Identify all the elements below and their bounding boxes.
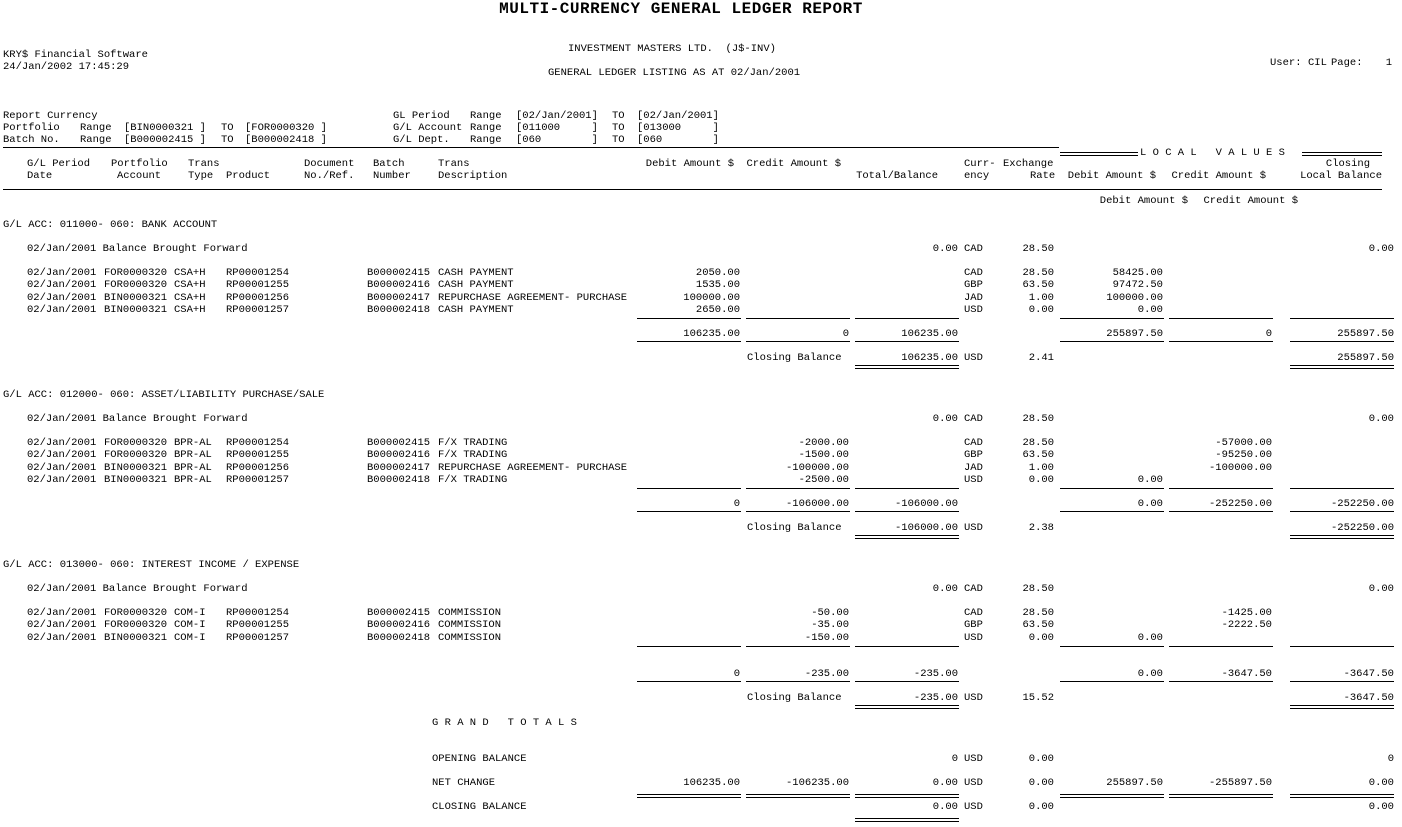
bf-total: 0.00 [932, 413, 958, 425]
subtotal-total: -106000.00 [894, 498, 958, 510]
table-row-debit: 100000.00 [683, 291, 740, 304]
batch-to: [B000002418 ] [245, 134, 327, 146]
page-label: Page: [1331, 57, 1363, 69]
table-row-product: RP00001254 [226, 607, 290, 619]
table-row-credit: -150.00 [804, 631, 849, 644]
table-row-ldebit: 97472.50 [1112, 279, 1163, 292]
table-row-batch: B000002418 [367, 304, 431, 317]
user-label: User: [1270, 57, 1302, 69]
subtotal-underline-debit [637, 341, 741, 342]
subtotal-debit: 106235.00 [683, 328, 740, 340]
net-change-rule-lcredit [1169, 794, 1273, 798]
table-row-rate: 1.00 [1028, 291, 1054, 304]
subtotal-lcredit: -3647.50 [1221, 668, 1272, 680]
gl-period-to-label: TO [612, 110, 625, 122]
table-row-curr: USD [964, 304, 983, 317]
col-gl-period: G/L Period [27, 158, 91, 170]
subtotal-underline-debit [637, 681, 741, 682]
col-sub-credit: Credit Amount $ [1203, 195, 1298, 207]
batch-label: Batch No. [3, 134, 60, 146]
report-title: MULTI-CURRENCY GENERAL LEDGER REPORT [499, 0, 863, 18]
net-change-lcredit: -255897.50 [1208, 777, 1272, 789]
table-row-portfolio: BIN0000321 [104, 631, 168, 644]
bf-total: 0.00 [932, 583, 958, 595]
closing-local-double-rule [1290, 365, 1394, 369]
col-local-credit: Credit Amount $ [1171, 170, 1266, 182]
subtotal-closing: 255897.50 [1337, 328, 1394, 340]
table-row-rate: 28.50 [1022, 437, 1054, 449]
table-row-date: 02/Jan/2001 [27, 474, 97, 487]
table-row-curr: JAD [964, 461, 983, 474]
batch-to-label: TO [221, 134, 234, 146]
gl-period-label: GL Period [393, 110, 450, 122]
subtotal-underline-lcredit [1169, 511, 1273, 512]
bf-closing: 0.00 [1368, 243, 1394, 255]
brought-forward-label: 02/Jan/2001 Balance Brought Forward [27, 243, 248, 255]
grand-closing-total: 0.00 [932, 801, 958, 813]
bf-closing: 0.00 [1368, 413, 1394, 425]
subtotal-ldebit: 255897.50 [1106, 328, 1163, 340]
table-row-product: RP00001256 [226, 291, 290, 304]
table-row-credit: -50.00 [811, 607, 849, 619]
software-name: KRY$ Financial Software [3, 49, 148, 61]
table-row-date: 02/Jan/2001 [27, 619, 97, 632]
net-change-rule-total [855, 794, 959, 798]
table-row-date: 02/Jan/2001 [27, 437, 97, 449]
subtotal-underline-debit [637, 511, 741, 512]
bf-rate: 28.50 [1022, 413, 1054, 425]
closing-total: 106235.00 [901, 352, 958, 364]
subtotal-closing: -3647.50 [1343, 668, 1394, 680]
table-row-product: RP00001255 [226, 279, 290, 292]
net-change-closing: 0.00 [1368, 777, 1394, 789]
table-row-batch: B000002415 [367, 607, 431, 619]
table-row-rate: 1.00 [1028, 461, 1054, 474]
col-closing: Closing [1325, 158, 1370, 170]
subtotal-underline-closing [1290, 341, 1394, 342]
company-name: INVESTMENT MASTERS LTD. (J$-INV) [568, 43, 776, 55]
col-description: Description [438, 170, 508, 182]
subtotal-credit: 0 [842, 328, 849, 340]
table-row-curr: GBP [964, 279, 983, 292]
table-row-date: 02/Jan/2001 [27, 449, 97, 462]
table-row-date: 02/Jan/2001 [27, 607, 97, 619]
subtotal-closing: -252250.00 [1330, 498, 1394, 510]
closing-local-double-rule [1290, 535, 1394, 539]
table-row-desc: REPURCHASE AGREEMENT- PURCHASE [438, 461, 628, 474]
table-row-curr: CAD [964, 267, 983, 279]
closing-balance-label: Closing Balance [747, 522, 842, 534]
table-row-credit: -2000.00 [798, 437, 849, 449]
subtotal-ldebit: 0.00 [1137, 668, 1163, 680]
subtotal-underline-ldebit [1060, 681, 1164, 682]
gl-account-to: [013000 ] [637, 122, 719, 134]
table-row-portfolio: FOR0000320 [104, 607, 168, 619]
table-row-batch: B000002418 [367, 474, 431, 487]
net-change-label: NET CHANGE [432, 777, 496, 789]
table-row-portfolio: FOR0000320 [104, 449, 168, 462]
table-row-desc: COMMISSION [438, 619, 502, 632]
table-row-rate: 0.00 [1028, 304, 1054, 317]
closing-currency: USD [964, 352, 983, 364]
col-gl-date: Date [27, 170, 53, 182]
subtotal-credit: -235.00 [804, 668, 849, 680]
col-sub-debit: Debit Amount $ [1099, 195, 1188, 207]
net-change-debit: 106235.00 [683, 777, 740, 789]
closing-double-rule [855, 535, 959, 539]
net-change-rule-closing [1290, 794, 1394, 798]
table-row-batch: B000002416 [367, 279, 431, 292]
table-row-type: COM-I [174, 619, 206, 632]
closing-local: -3647.50 [1343, 692, 1394, 704]
table-row-type: CSA+H [174, 291, 206, 304]
table-row-type: BPR-AL [174, 449, 212, 462]
closing-currency: USD [964, 522, 983, 534]
subtotal-underline-closing [1290, 511, 1394, 512]
col-account: Account [117, 170, 162, 182]
gl-dept-label: G/L Dept. [393, 134, 450, 146]
col-trans-desc: Trans [438, 158, 470, 170]
table-row-desc: F/X TRADING [438, 449, 508, 462]
table-row-rate: 63.50 [1022, 449, 1054, 462]
table-row-ldebit: 0.00 [1137, 631, 1163, 644]
closing-double-rule [855, 705, 959, 709]
table-row-product: RP00001257 [226, 474, 290, 487]
table-row-date: 02/Jan/2001 [27, 631, 97, 644]
subtotal-rule-debit [637, 646, 741, 647]
subtotal-rule-closing [1290, 646, 1394, 647]
gl-account-range-label: Range [470, 122, 502, 134]
subtotal-lcredit: -252250.00 [1208, 498, 1272, 510]
subtotal-debit: 0 [733, 668, 740, 680]
closing-total: -106000.00 [894, 522, 958, 534]
report-currency-label: Report Currency [3, 110, 98, 122]
table-row-portfolio: FOR0000320 [104, 267, 168, 279]
account-heading: G/L ACC: 013000- 060: INTEREST INCOME / EXPENSE [3, 559, 300, 571]
net-change-rule-ldebit [1060, 794, 1164, 798]
closing-local: 255897.50 [1337, 352, 1394, 364]
opening-currency: USD [964, 753, 983, 765]
bf-closing: 0.00 [1368, 583, 1394, 595]
bf-currency: CAD [964, 583, 983, 595]
table-row-portfolio: FOR0000320 [104, 619, 168, 632]
table-row-date: 02/Jan/2001 [27, 291, 97, 304]
subtotal-rule-closing [1290, 488, 1394, 489]
col-portfolio: Portfolio [111, 158, 168, 170]
table-row-desc: CASH PAYMENT [438, 267, 514, 279]
header-rule-top [3, 147, 1059, 148]
col-product: Product [226, 170, 271, 182]
subtotal-rule-debit [637, 488, 741, 489]
table-row-type: BPR-AL [174, 461, 212, 474]
batch-range-label: Range [80, 134, 112, 146]
opening-balance-label: OPENING BALANCE [432, 753, 527, 765]
table-row-desc: COMMISSION [438, 607, 502, 619]
grand-closing-currency: USD [964, 801, 983, 813]
table-row-debit: 2650.00 [695, 304, 740, 317]
table-row-lcredit: -100000.00 [1208, 461, 1272, 474]
net-change-rate: 0.00 [1028, 777, 1054, 789]
gl-account-from: [011000 ] [516, 122, 598, 134]
table-row-curr: USD [964, 631, 983, 644]
col-debit: Debit Amount $ [645, 158, 734, 170]
gl-period-from: [02/Jan/2001] [516, 110, 598, 122]
table-row-product: RP00001256 [226, 461, 290, 474]
col-ref: No./Ref. [304, 170, 355, 182]
subtotal-rule-credit [746, 488, 850, 489]
account-heading: G/L ACC: 012000- 060: ASSET/LIABILITY PURCHASE/SALE [3, 389, 325, 401]
subtotal-rule-ldebit [1060, 488, 1164, 489]
subtotal-underline-total [855, 681, 959, 682]
col-batch: Batch [373, 158, 405, 170]
gl-dept-range-label: Range [470, 134, 502, 146]
subtotal-rule-total [855, 488, 959, 489]
table-row-product: RP00001257 [226, 631, 290, 644]
table-row-ldebit: 0.00 [1137, 304, 1163, 317]
table-row-rate: 63.50 [1022, 619, 1054, 632]
gl-period-to: [02/Jan/2001] [637, 110, 719, 122]
gl-dept-to: [060 ] [637, 134, 719, 146]
subtotal-rule-total [855, 646, 959, 647]
portfolio-range-label: Range [80, 122, 112, 134]
col-total-balance: Total/Balance [856, 170, 938, 182]
portfolio-to-label: TO [221, 122, 234, 134]
table-row-desc: F/X TRADING [438, 437, 508, 449]
run-datetime: 24/Jan/2002 17:45:29 [3, 61, 130, 73]
subtotal-rule-credit [746, 318, 850, 319]
table-row-desc: CASH PAYMENT [438, 279, 514, 292]
table-row-batch: B000002418 [367, 631, 431, 644]
grand-closing-double-rule [855, 818, 959, 822]
opening-total: 0 [951, 753, 958, 765]
table-row-batch: B000002416 [367, 449, 431, 462]
subtotal-underline-credit [746, 681, 850, 682]
table-row-rate: 63.50 [1022, 279, 1054, 292]
table-row-portfolio: BIN0000321 [104, 474, 168, 487]
local-values-rule-right [1302, 152, 1382, 156]
subtotal-rule-lcredit [1169, 488, 1273, 489]
table-row-lcredit: -1425.00 [1221, 607, 1272, 619]
table-row-desc: COMMISSION [438, 631, 502, 644]
col-credit: Credit Amount $ [746, 158, 841, 170]
table-row-type: CSA+H [174, 267, 206, 279]
table-row-batch: B000002417 [367, 461, 431, 474]
table-row-rate: 0.00 [1028, 631, 1054, 644]
table-row-batch: B000002417 [367, 291, 431, 304]
closing-currency: USD [964, 692, 983, 704]
net-change-rule-credit [746, 794, 850, 798]
table-row-credit: -100000.00 [785, 461, 849, 474]
table-row-ldebit: 100000.00 [1106, 291, 1163, 304]
table-row-batch: B000002416 [367, 619, 431, 632]
subtotal-rule-lcredit [1169, 318, 1273, 319]
table-row-product: RP00001254 [226, 437, 290, 449]
table-row-batch: B000002415 [367, 267, 431, 279]
table-row-curr: CAD [964, 437, 983, 449]
closing-total: -235.00 [913, 692, 958, 704]
subtotal-underline-credit [746, 341, 850, 342]
gl-dept-from: [060 ] [516, 134, 598, 146]
col-exchange: Exchange [1003, 158, 1054, 170]
subtotal-underline-ldebit [1060, 511, 1164, 512]
subtotal-total: -235.00 [913, 668, 958, 680]
subtotal-total: 106235.00 [901, 328, 958, 340]
gl-period-range-label: Range [470, 110, 502, 122]
page-number: 1 [1385, 57, 1392, 69]
col-trans: Trans [188, 158, 220, 170]
local-values-rule-left [1060, 152, 1138, 156]
subtotal-rule-closing [1290, 318, 1394, 319]
opening-rate: 0.00 [1028, 753, 1054, 765]
table-row-credit: -1500.00 [798, 449, 849, 462]
closing-double-rule [855, 365, 959, 369]
col-batch-number: Number [373, 170, 411, 182]
table-row-type: BPR-AL [174, 437, 212, 449]
table-row-debit: 2050.00 [695, 267, 740, 279]
table-row-desc: F/X TRADING [438, 474, 508, 487]
col-document: Document [304, 158, 355, 170]
table-row-curr: CAD [964, 607, 983, 619]
closing-rate: 2.41 [1028, 352, 1054, 364]
table-row-rate: 28.50 [1022, 607, 1054, 619]
grand-closing-local: 0.00 [1368, 801, 1394, 813]
net-change-ldebit: 255897.50 [1106, 777, 1163, 789]
batch-from: [B000002415 ] [124, 134, 206, 146]
col-curr: Curr- [964, 158, 996, 170]
subtotal-rule-ldebit [1060, 646, 1164, 647]
subtotal-rule-ldebit [1060, 318, 1164, 319]
net-change-total: 0.00 [932, 777, 958, 789]
closing-rate: 2.38 [1028, 522, 1054, 534]
table-row-portfolio: BIN0000321 [104, 291, 168, 304]
subtotal-underline-total [855, 341, 959, 342]
table-row-lcredit: -2222.50 [1221, 619, 1272, 632]
listing-title: GENERAL LEDGER LISTING AS AT 02/Jan/2001 [548, 67, 801, 79]
col-local-balance: Local Balance [1300, 170, 1382, 182]
table-row-rate: 28.50 [1022, 267, 1054, 279]
table-row-type: COM-I [174, 631, 206, 644]
table-row-debit: 1535.00 [695, 279, 740, 292]
table-row-date: 02/Jan/2001 [27, 267, 97, 279]
closing-rate: 15.52 [1022, 692, 1054, 704]
grand-closing-rate: 0.00 [1028, 801, 1054, 813]
table-row-portfolio: BIN0000321 [104, 461, 168, 474]
subtotal-lcredit: 0 [1265, 328, 1272, 340]
gl-dept-to-label: TO [612, 134, 625, 146]
table-row-portfolio: BIN0000321 [104, 304, 168, 317]
subtotal-rule-lcredit [1169, 646, 1273, 647]
table-row-curr: GBP [964, 449, 983, 462]
grand-closing-label: CLOSING BALANCE [432, 801, 527, 813]
table-row-lcredit: -95250.00 [1215, 449, 1272, 462]
bf-rate: 28.50 [1022, 583, 1054, 595]
subtotal-rule-debit [637, 318, 741, 319]
subtotal-underline-ldebit [1060, 341, 1164, 342]
local-values-heading: L O C A L V A L U E S [1140, 147, 1285, 159]
subtotal-rule-total [855, 318, 959, 319]
table-row-type: COM-I [174, 607, 206, 619]
table-row-rate: 0.00 [1028, 474, 1054, 487]
table-row-credit: -2500.00 [798, 474, 849, 487]
gl-account-label: G/L Account [393, 122, 463, 134]
subtotal-underline-lcredit [1169, 681, 1273, 682]
table-row-type: CSA+H [174, 304, 206, 317]
table-row-desc: REPURCHASE AGREEMENT- PURCHASE [438, 291, 628, 304]
table-row-curr: GBP [964, 619, 983, 632]
bf-currency: CAD [964, 243, 983, 255]
table-row-product: RP00001255 [226, 449, 290, 462]
table-row-product: RP00001257 [226, 304, 290, 317]
brought-forward-label: 02/Jan/2001 Balance Brought Forward [27, 583, 248, 595]
table-row-product: RP00001254 [226, 267, 290, 279]
table-row-lcredit: -57000.00 [1215, 437, 1272, 449]
table-row-portfolio: FOR0000320 [104, 437, 168, 449]
subtotal-underline-credit [746, 511, 850, 512]
net-change-credit: -106235.00 [785, 777, 849, 789]
portfolio-from: [BIN0000321 ] [124, 122, 206, 134]
table-row-ldebit: 58425.00 [1112, 267, 1163, 279]
opening-closing: 0 [1387, 753, 1394, 765]
closing-local: -252250.00 [1330, 522, 1394, 534]
subtotal-credit: -106000.00 [785, 498, 849, 510]
user-value: CIL [1308, 57, 1327, 69]
account-heading: G/L ACC: 011000- 060: BANK ACCOUNT [3, 219, 218, 231]
table-row-credit: -35.00 [811, 619, 849, 632]
subtotal-underline-closing [1290, 681, 1394, 682]
table-row-portfolio: FOR0000320 [104, 279, 168, 292]
table-row-date: 02/Jan/2001 [27, 304, 97, 317]
closing-local-double-rule [1290, 705, 1394, 709]
bf-currency: CAD [964, 413, 983, 425]
table-row-date: 02/Jan/2001 [27, 461, 97, 474]
net-change-rule-debit [637, 794, 741, 798]
col-ency: ency [964, 170, 990, 182]
closing-balance-label: Closing Balance [747, 352, 842, 364]
net-change-curr: USD [964, 777, 983, 789]
col-type: Type [188, 170, 214, 182]
table-row-product: RP00001255 [226, 619, 290, 632]
table-row-curr: JAD [964, 291, 983, 304]
gl-account-to-label: TO [612, 122, 625, 134]
subtotal-underline-total [855, 511, 959, 512]
col-local-debit: Debit Amount $ [1067, 170, 1156, 182]
table-row-type: BPR-AL [174, 474, 212, 487]
col-rate: Rate [1030, 170, 1056, 182]
subtotal-rule-credit [746, 646, 850, 647]
brought-forward-label: 02/Jan/2001 Balance Brought Forward [27, 413, 248, 425]
closing-balance-label: Closing Balance [747, 692, 842, 704]
subtotal-underline-lcredit [1169, 341, 1273, 342]
table-row-date: 02/Jan/2001 [27, 279, 97, 292]
table-row-ldebit: 0.00 [1137, 474, 1163, 487]
header-rule-bottom [3, 189, 1382, 190]
grand-totals-heading: G R A N D T O T A L S [432, 717, 577, 729]
portfolio-label: Portfolio [3, 122, 60, 134]
table-row-curr: USD [964, 474, 983, 487]
subtotal-debit: 0 [733, 498, 740, 510]
table-row-batch: B000002415 [367, 437, 431, 449]
table-row-desc: CASH PAYMENT [438, 304, 514, 317]
bf-rate: 28.50 [1022, 243, 1054, 255]
subtotal-ldebit: 0.00 [1137, 498, 1163, 510]
portfolio-to: [FOR0000320 ] [245, 122, 327, 134]
bf-total: 0.00 [932, 243, 958, 255]
table-row-type: CSA+H [174, 279, 206, 292]
